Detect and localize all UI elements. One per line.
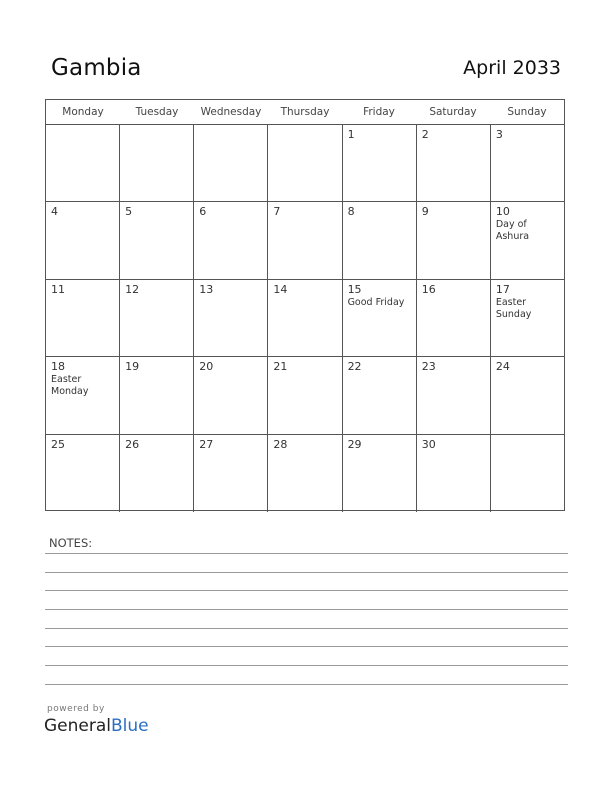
day-cell bbox=[417, 202, 491, 278]
day-number: 15 bbox=[347, 282, 362, 296]
day-number: 27 bbox=[199, 437, 214, 451]
day-number: 6 bbox=[199, 205, 207, 219]
day-number: 16 bbox=[421, 282, 436, 296]
day-number: 20 bbox=[199, 360, 214, 374]
month-year-title: April 2033 bbox=[463, 57, 561, 79]
day-cell bbox=[343, 435, 417, 512]
day-cell bbox=[120, 435, 194, 512]
note-line bbox=[45, 609, 568, 610]
day-cell bbox=[417, 280, 491, 356]
note-line bbox=[45, 590, 568, 591]
note-line bbox=[45, 553, 568, 554]
day-number: 5 bbox=[125, 205, 133, 219]
day-number: 2 bbox=[421, 128, 429, 141]
day-number: 29 bbox=[347, 437, 362, 451]
day-cell bbox=[491, 125, 564, 201]
day-number: 28 bbox=[273, 437, 288, 451]
day-number: 10 bbox=[495, 205, 510, 219]
weekday-header: Friday bbox=[363, 106, 395, 118]
day-cell bbox=[491, 357, 564, 433]
day-number: 22 bbox=[347, 360, 362, 374]
note-line bbox=[45, 628, 568, 629]
note-line bbox=[45, 646, 568, 647]
brand-blue: Blue bbox=[111, 716, 149, 736]
day-cell bbox=[343, 357, 417, 433]
day-cell bbox=[417, 125, 491, 201]
day-cell bbox=[46, 125, 120, 201]
day-cell bbox=[417, 357, 491, 433]
day-number: 30 bbox=[421, 437, 436, 451]
powered-by-text: powered by bbox=[47, 704, 105, 714]
week-row bbox=[46, 125, 564, 202]
day-cell bbox=[46, 435, 120, 512]
weekday-header: Monday bbox=[62, 106, 104, 118]
weeks-container bbox=[46, 125, 564, 512]
calendar-grid bbox=[45, 99, 565, 511]
day-cell bbox=[120, 202, 194, 278]
day-cell bbox=[417, 435, 491, 512]
day-number: 26 bbox=[125, 437, 140, 451]
day-cell bbox=[268, 357, 342, 433]
day-number: 18 bbox=[51, 360, 65, 374]
day-number: 24 bbox=[495, 360, 510, 374]
week-row bbox=[46, 435, 564, 512]
day-cell bbox=[491, 202, 564, 278]
holiday-label: Easter Monday bbox=[51, 374, 89, 398]
note-line bbox=[45, 572, 568, 573]
day-number: 8 bbox=[347, 205, 355, 219]
day-cell bbox=[120, 280, 194, 356]
day-number: 4 bbox=[51, 205, 58, 219]
day-cell bbox=[194, 435, 268, 512]
weekday-header: Wednesday bbox=[200, 106, 262, 118]
week-row bbox=[46, 280, 564, 357]
day-cell bbox=[194, 125, 268, 201]
day-number: 7 bbox=[273, 205, 281, 219]
day-cell bbox=[343, 280, 417, 356]
day-number: 23 bbox=[421, 360, 436, 374]
day-cell bbox=[46, 280, 120, 356]
day-number: 9 bbox=[421, 205, 429, 219]
day-cell bbox=[120, 125, 194, 201]
weekday-header: Sunday bbox=[507, 106, 547, 118]
day-cell bbox=[120, 357, 194, 433]
note-line bbox=[45, 684, 568, 685]
day-cell bbox=[491, 435, 564, 512]
day-cell bbox=[46, 357, 120, 433]
notes-label: NOTES: bbox=[49, 536, 93, 550]
day-cell bbox=[343, 125, 417, 201]
weekday-header: Saturday bbox=[429, 106, 477, 118]
day-number: 21 bbox=[273, 360, 288, 374]
day-cell bbox=[194, 202, 268, 278]
holiday-label: Easter Sunday bbox=[495, 296, 532, 320]
day-number: 25 bbox=[51, 437, 65, 451]
holiday-label: Good Friday bbox=[347, 296, 405, 308]
weekday-header: Tuesday bbox=[135, 106, 179, 118]
note-line bbox=[45, 665, 568, 666]
day-number: 12 bbox=[125, 282, 140, 296]
day-cell bbox=[194, 357, 268, 433]
day-cell bbox=[268, 202, 342, 278]
day-number: 1 bbox=[347, 128, 355, 141]
day-cell bbox=[491, 280, 564, 356]
day-number: 11 bbox=[51, 282, 65, 296]
brand-general: General bbox=[44, 716, 111, 736]
week-row bbox=[46, 357, 564, 434]
holiday-label: Day of Ashura bbox=[495, 219, 530, 243]
day-cell bbox=[194, 280, 268, 356]
day-number: 14 bbox=[273, 282, 288, 296]
day-number: 17 bbox=[495, 282, 510, 296]
day-number: 13 bbox=[199, 282, 214, 296]
weekday-header: Thursday bbox=[280, 106, 330, 118]
day-cell bbox=[268, 125, 342, 201]
country-title: Gambia bbox=[51, 55, 142, 81]
day-cell bbox=[268, 280, 342, 356]
day-cell bbox=[268, 435, 342, 512]
day-number: 19 bbox=[125, 360, 140, 374]
weekday-header-row bbox=[46, 100, 564, 125]
week-row bbox=[46, 202, 564, 279]
brand-logo bbox=[44, 716, 149, 736]
day-cell bbox=[46, 202, 120, 278]
day-cell bbox=[343, 202, 417, 278]
day-number: 3 bbox=[495, 128, 503, 141]
